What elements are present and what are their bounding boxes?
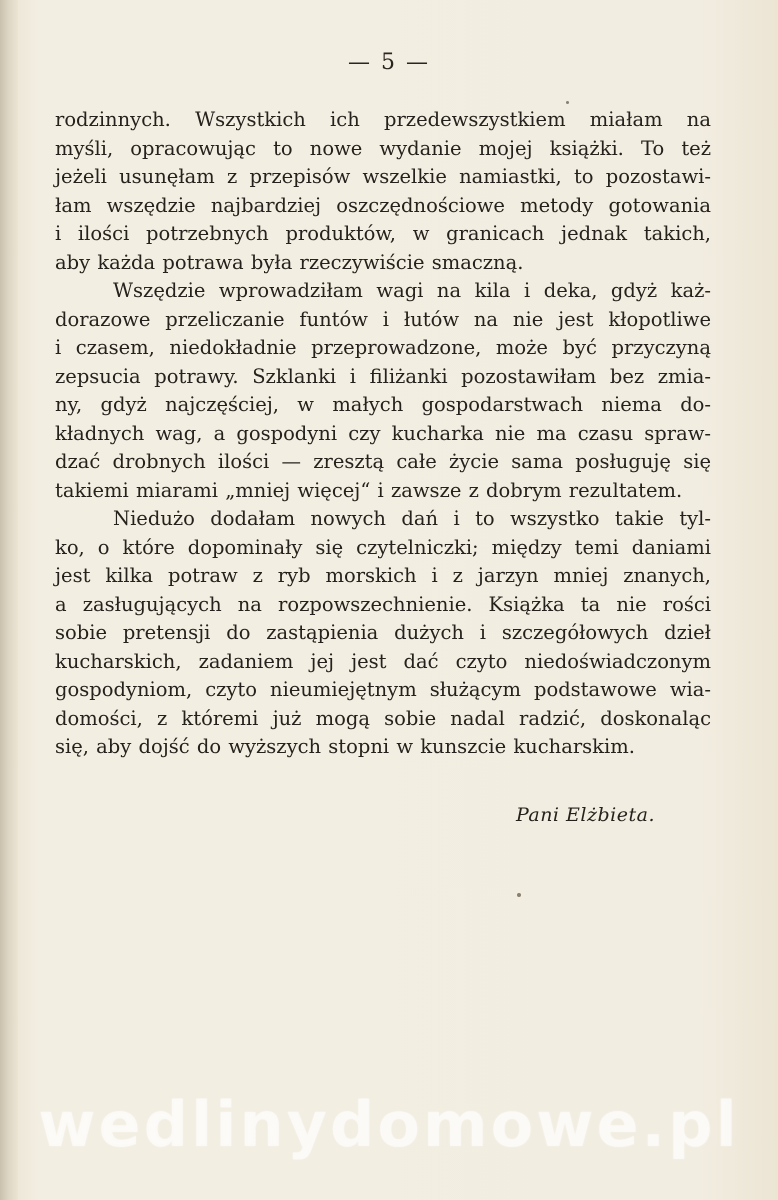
text-line: i czasem, niedokładnie przeprowadzone, może być przyczyną [55,336,711,359]
ink-speck [566,101,569,104]
text-line: gospodyniom, czyto nieumiejętnym służącym podstawowe wia- [55,678,711,701]
text-line: dzać drobnych ilości — zresztą całe życie sama posługuję się [55,450,711,473]
text-line: jest kilka potraw z ryb morskich i z jarzyn mniej znanych, [55,564,711,587]
text-line: domości, z któremi już mogą sobie nadal radzić, doskonaląc [55,706,711,730]
text-line: kładnych wag, a gospodyni czy kucharka nie ma czasu spraw- [55,421,711,445]
text-line: sobie pretensji do zastąpienia dużych i szczegółowych dzieł [55,621,711,644]
body-text [55,106,711,762]
text-line: myśli, opracowując to nowe wydanie mojej książki. To też [55,136,711,160]
text-line: się, aby dojść do wyższych stopni w kunszcie kucharskim. [55,735,635,758]
text-line: aby każda potrawa była rzeczywiście smaczną. [55,250,524,274]
text-line: ko, o które dopominały się czytelniczki; między temi daniami [55,535,711,559]
text-line: Niedużo dodałam nowych dań i to wszystko takie tyl- [113,507,711,530]
text-line: rodzinnych. Wszystkich ich przedewszystkiem miałam na [55,108,711,131]
watermark: wedlinydomowe.pl [38,1088,740,1161]
text-line: dorazowe przeliczanie funtów i łutów na nie jest kłopotliwe [55,307,711,331]
text-line: jeżeli usunęłam z przepisów wszelkie namiastki, to pozostawi- [55,165,711,188]
text-line: Wszędzie wprowadziłam wagi na kila i deka, gdyż każ- [113,279,711,302]
page-number: — 5 — [348,50,430,75]
text-line: łam wszędzie najbardziej oszczędnościowe metody gotowania [55,193,711,217]
page-binding-edge [0,0,18,1200]
author-signature: Pani Elżbieta. [515,804,655,826]
text-line: i ilości potrzebnych produktów, w granicach jednak takich, [55,222,711,245]
ink-speck [517,893,521,897]
text-line: a zasługujących na rozpowszechnienie. Książka ta nie rości [55,592,711,616]
text-line: takiemi miarami „mniej więcej“ i zawsze z dobrym rezultatem. [55,478,683,502]
text-line: ny, gdyż najczęściej, w małych gospodarstwach niema do- [55,393,711,416]
text-line: kucharskich, zadaniem jej jest dać czyto niedoświadczonym [55,649,711,673]
text-line: zepsucia potrawy. Szklanki i filiżanki pozostawiłam bez zmia- [55,364,711,388]
